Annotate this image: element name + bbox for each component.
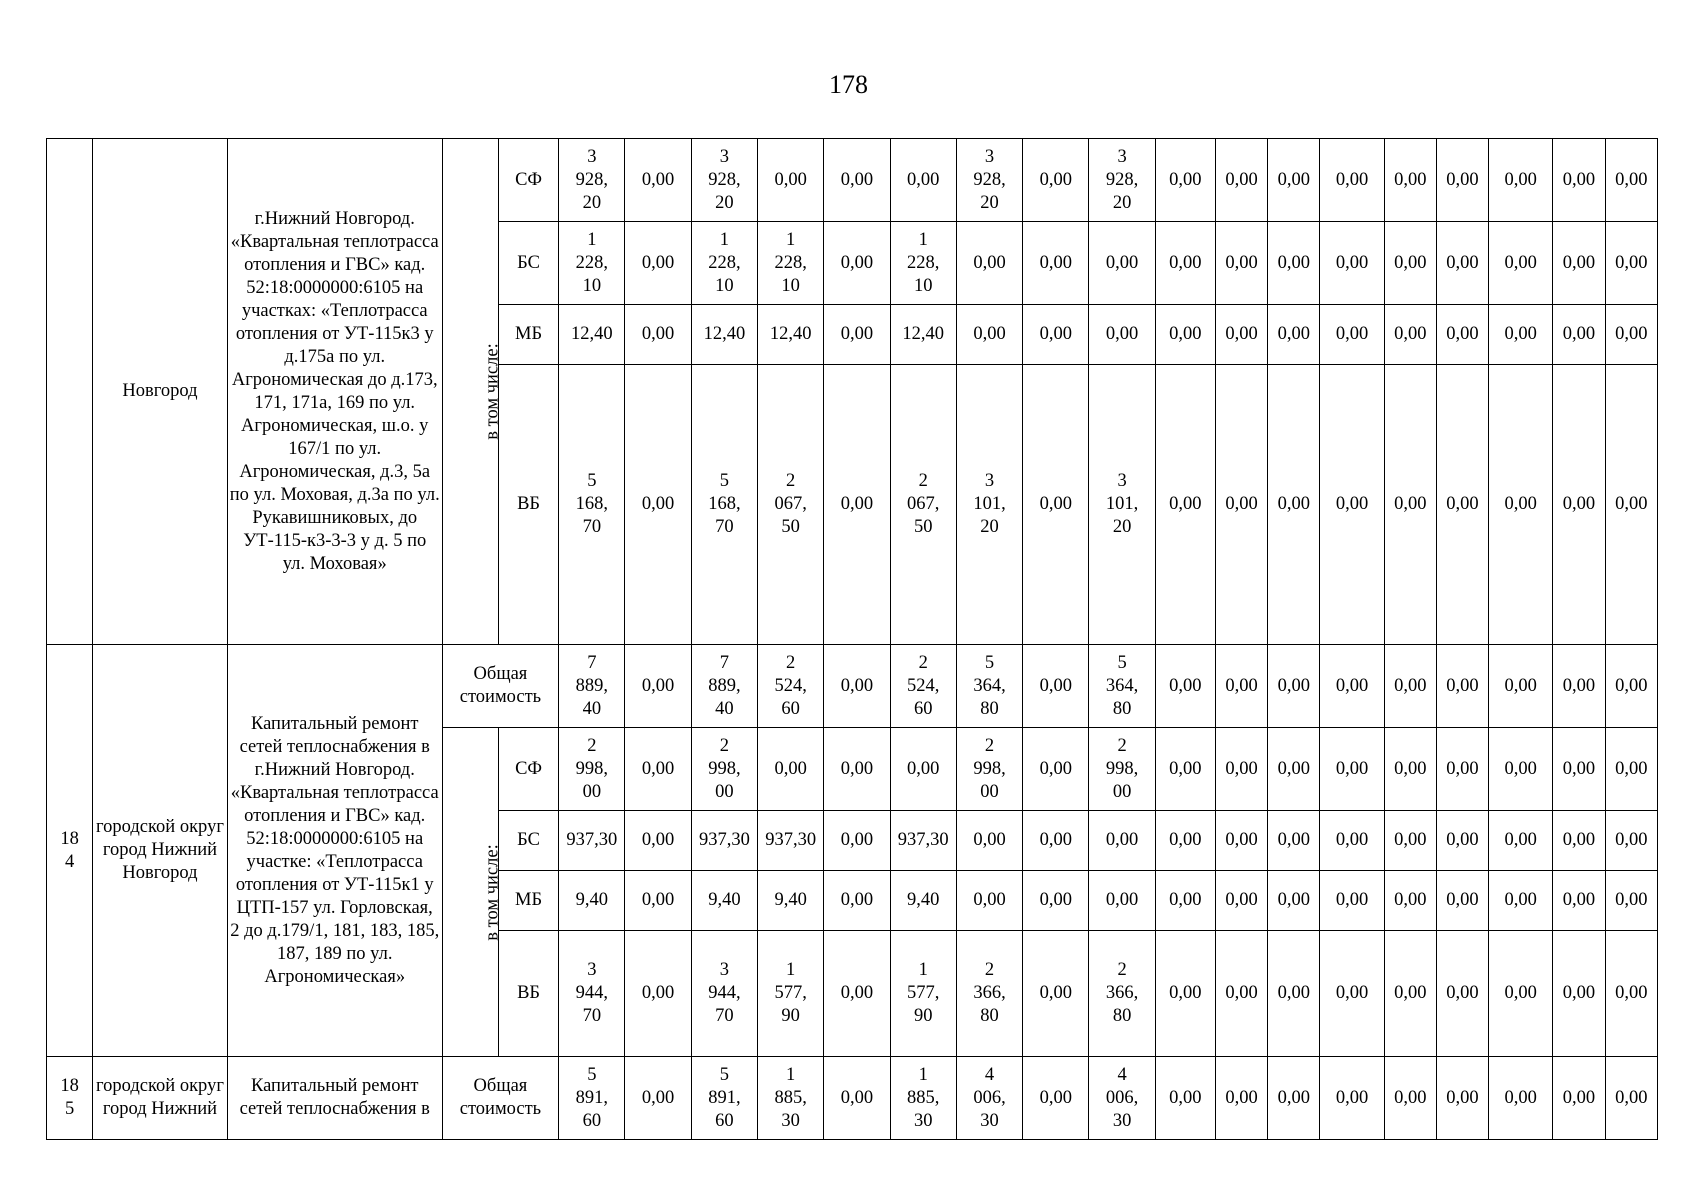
value-cell: 0,00 [1436, 222, 1488, 305]
value-cell: 937,30 [691, 811, 757, 871]
row-number: 18 5 [47, 1057, 93, 1140]
value-cell: 0,00 [758, 139, 824, 222]
value-cell: 0,00 [956, 305, 1022, 365]
value-cell: 0,00 [1268, 931, 1320, 1057]
value-cell: 0,00 [1436, 1057, 1488, 1140]
value-cell: 0,00 [890, 139, 956, 222]
including-label-text: в том числе: [482, 343, 503, 440]
value-cell: 0,00 [1384, 222, 1436, 305]
value-cell: 0,00 [625, 365, 691, 645]
object-description: г.Нижний Новгород. «Квартальная теплотрасса отопления и ГВС» кад. 52:18:0000000:6105 на участках: «Теплотрасса отопления от УТ-115к3 у д.175а по ул. Агрономическая до д.173, 171, 171а, 169 по ул. Агрономическая, ш.о. у 167/1 по ул. Агрономическая, д.3, 5а по ул. Моховая, д.3а по ул. Рукавишниковых, до УТ-115-к3-3-3 у д. 5 по ул. Моховая» [227, 139, 442, 645]
funding-source-label: БС [498, 222, 558, 305]
value-cell: 3 928, 20 [956, 139, 1022, 222]
value-cell: 3 101, 20 [1089, 365, 1155, 645]
value-cell: 0,00 [1489, 1057, 1553, 1140]
value-cell: 0,00 [1215, 645, 1267, 728]
value-cell: 0,00 [625, 1057, 691, 1140]
value-cell: 0,00 [1489, 871, 1553, 931]
value-cell: 0,00 [1436, 871, 1488, 931]
funding-source-label: БС [498, 811, 558, 871]
value-cell: 2 998, 00 [1089, 728, 1155, 811]
value-cell: 0,00 [1215, 1057, 1267, 1140]
value-cell: 0,00 [1320, 871, 1384, 931]
value-cell: 2 998, 00 [691, 728, 757, 811]
value-cell: 0,00 [1089, 811, 1155, 871]
value-cell: 0,00 [1268, 305, 1320, 365]
value-cell: 0,00 [625, 139, 691, 222]
value-cell: 0,00 [1384, 728, 1436, 811]
value-cell: 0,00 [1023, 811, 1089, 871]
value-cell: 3 928, 20 [1089, 139, 1155, 222]
value-cell: 0,00 [1553, 931, 1605, 1057]
value-cell: 3 944, 70 [559, 931, 625, 1057]
value-cell: 1 228, 10 [691, 222, 757, 305]
municipality-cell: городской округ город Нижний Новгород [93, 645, 228, 1057]
value-cell: 937,30 [758, 811, 824, 871]
value-cell: 0,00 [1155, 645, 1215, 728]
including-label [442, 139, 503, 645]
value-cell: 4 006, 30 [956, 1057, 1022, 1140]
value-cell: 5 891, 60 [559, 1057, 625, 1140]
value-cell: 0,00 [1215, 139, 1267, 222]
including-label [442, 728, 503, 1057]
value-cell: 0,00 [1553, 305, 1605, 365]
value-cell: 0,00 [1384, 1057, 1436, 1140]
value-cell: 0,00 [1268, 1057, 1320, 1140]
object-description: Капитальный ремонт сетей теплоснабжения в г.Нижний Новгород. «Квартальная теплотрасса отопления и ГВС» кад. 52:18:0000000:6105 на участке: «Теплотрасса отопления от УТ-115к1 у ЦТП-157 ул. Горловская, 2 до д.179/1, 181, 183, 185, 187, 189 по ул. Агрономическая» [227, 645, 442, 1057]
value-cell: 0,00 [1215, 305, 1267, 365]
value-cell: 0,00 [1605, 645, 1657, 728]
value-cell: 0,00 [1023, 1057, 1089, 1140]
value-cell: 12,40 [559, 305, 625, 365]
funding-source-label: ВБ [498, 931, 558, 1057]
value-cell: 0,00 [1553, 222, 1605, 305]
value-cell: 0,00 [1023, 871, 1089, 931]
value-cell: 0,00 [1553, 871, 1605, 931]
value-cell: 0,00 [824, 305, 890, 365]
value-cell: 0,00 [1155, 811, 1215, 871]
value-cell: 0,00 [1155, 871, 1215, 931]
value-cell: 0,00 [1605, 222, 1657, 305]
object-description: Капитальный ремонт сетей теплоснабжения в [227, 1057, 442, 1140]
value-cell: 0,00 [1320, 305, 1384, 365]
value-cell: 0,00 [956, 222, 1022, 305]
value-cell: 0,00 [824, 365, 890, 645]
value-cell: 9,40 [758, 871, 824, 931]
value-cell: 0,00 [1155, 222, 1215, 305]
total-row [47, 1057, 1658, 1140]
value-cell: 0,00 [1436, 931, 1488, 1057]
value-cell: 0,00 [1320, 1057, 1384, 1140]
value-cell: 0,00 [1489, 222, 1553, 305]
value-cell: 0,00 [956, 871, 1022, 931]
value-cell: 2 067, 50 [890, 365, 956, 645]
value-cell: 0,00 [1023, 305, 1089, 365]
value-cell: 0,00 [1089, 222, 1155, 305]
value-cell: 4 006, 30 [1089, 1057, 1155, 1140]
value-cell: 0,00 [824, 645, 890, 728]
value-cell: 12,40 [890, 305, 956, 365]
value-cell: 0,00 [1553, 1057, 1605, 1140]
value-cell: 0,00 [1489, 305, 1553, 365]
table-body [47, 139, 1658, 1140]
value-cell: 3 928, 20 [559, 139, 625, 222]
value-cell: 0,00 [1215, 728, 1267, 811]
value-cell: 0,00 [1436, 139, 1488, 222]
value-cell: 2 366, 80 [1089, 931, 1155, 1057]
value-cell: 0,00 [824, 931, 890, 1057]
value-cell: 0,00 [1023, 645, 1089, 728]
value-cell: 7 889, 40 [559, 645, 625, 728]
value-cell: 0,00 [1023, 931, 1089, 1057]
value-cell: 0,00 [1489, 811, 1553, 871]
value-cell: 9,40 [691, 871, 757, 931]
value-cell: 3 944, 70 [691, 931, 757, 1057]
value-cell: 9,40 [890, 871, 956, 931]
value-cell: 0,00 [1089, 305, 1155, 365]
value-cell: 0,00 [1155, 728, 1215, 811]
value-cell: 0,00 [1268, 728, 1320, 811]
funding-source-label: МБ [498, 871, 558, 931]
value-cell: 937,30 [890, 811, 956, 871]
municipality-cell: городской округ город Нижний [93, 1057, 228, 1140]
value-cell: 0,00 [1023, 365, 1089, 645]
value-cell: 0,00 [1320, 365, 1384, 645]
value-cell: 0,00 [1155, 1057, 1215, 1140]
value-cell: 0,00 [1605, 728, 1657, 811]
total-cost-label: Общая стоимость [442, 645, 558, 728]
value-cell: 0,00 [1436, 728, 1488, 811]
source-row [47, 139, 1658, 222]
row-number: 18 4 [47, 645, 93, 1057]
value-cell: 1 577, 90 [890, 931, 956, 1057]
value-cell: 5 364, 80 [1089, 645, 1155, 728]
value-cell: 0,00 [1268, 645, 1320, 728]
funding-source-label: МБ [498, 305, 558, 365]
value-cell: 0,00 [1023, 139, 1089, 222]
value-cell: 0,00 [1489, 931, 1553, 1057]
value-cell: 0,00 [1436, 365, 1488, 645]
value-cell: 2 067, 50 [758, 365, 824, 645]
value-cell: 0,00 [1384, 365, 1436, 645]
value-cell: 0,00 [824, 139, 890, 222]
value-cell: 0,00 [824, 222, 890, 305]
value-cell: 0,00 [625, 811, 691, 871]
value-cell: 0,00 [1155, 305, 1215, 365]
funding-source-label: ВБ [498, 365, 558, 645]
row-number [47, 139, 93, 645]
value-cell: 5 891, 60 [691, 1057, 757, 1140]
value-cell: 0,00 [1320, 645, 1384, 728]
value-cell: 0,00 [956, 811, 1022, 871]
total-row [47, 645, 1658, 728]
value-cell: 0,00 [1384, 871, 1436, 931]
value-cell: 0,00 [1089, 871, 1155, 931]
value-cell: 0,00 [824, 871, 890, 931]
value-cell: 0,00 [1320, 811, 1384, 871]
value-cell: 0,00 [1320, 222, 1384, 305]
value-cell: 0,00 [1268, 139, 1320, 222]
value-cell: 0,00 [625, 871, 691, 931]
value-cell: 0,00 [824, 811, 890, 871]
value-cell: 12,40 [758, 305, 824, 365]
value-cell: 0,00 [1320, 139, 1384, 222]
value-cell: 0,00 [1215, 871, 1267, 931]
value-cell: 0,00 [1553, 811, 1605, 871]
value-cell: 0,00 [1268, 365, 1320, 645]
value-cell: 1 885, 30 [890, 1057, 956, 1140]
page-number: 178 [829, 70, 868, 99]
value-cell: 0,00 [1155, 139, 1215, 222]
value-cell: 1 228, 10 [758, 222, 824, 305]
value-cell: 0,00 [1605, 811, 1657, 871]
municipality-cell: Новгород [93, 139, 228, 645]
value-cell: 0,00 [1489, 139, 1553, 222]
value-cell: 0,00 [1215, 222, 1267, 305]
value-cell: 0,00 [1489, 728, 1553, 811]
value-cell: 5 168, 70 [691, 365, 757, 645]
funding-table [46, 138, 1658, 1140]
value-cell: 0,00 [1268, 811, 1320, 871]
value-cell: 0,00 [1320, 728, 1384, 811]
value-cell: 0,00 [1384, 931, 1436, 1057]
value-cell: 2 524, 60 [890, 645, 956, 728]
value-cell: 0,00 [1489, 645, 1553, 728]
value-cell: 0,00 [625, 305, 691, 365]
value-cell: 0,00 [625, 728, 691, 811]
value-cell: 0,00 [1553, 365, 1605, 645]
value-cell: 9,40 [559, 871, 625, 931]
value-cell: 0,00 [1553, 139, 1605, 222]
including-label-text: в том числе: [482, 843, 503, 941]
funding-source-label: СФ [498, 728, 558, 811]
value-cell: 1 228, 10 [559, 222, 625, 305]
value-cell: 3 928, 20 [691, 139, 757, 222]
value-cell: 3 101, 20 [956, 365, 1022, 645]
value-cell: 0,00 [1605, 139, 1657, 222]
value-cell: 0,00 [1553, 728, 1605, 811]
value-cell: 0,00 [1605, 305, 1657, 365]
value-cell: 0,00 [1215, 365, 1267, 645]
value-cell: 7 889, 40 [691, 645, 757, 728]
value-cell: 0,00 [890, 728, 956, 811]
value-cell: 0,00 [625, 222, 691, 305]
value-cell: 0,00 [1384, 305, 1436, 365]
value-cell: 2 366, 80 [956, 931, 1022, 1057]
value-cell: 1 228, 10 [890, 222, 956, 305]
value-cell: 0,00 [1605, 871, 1657, 931]
value-cell: 0,00 [824, 1057, 890, 1140]
value-cell: 0,00 [1215, 811, 1267, 871]
total-cost-label: Общая стоимость [442, 1057, 558, 1140]
funding-source-label: СФ [498, 139, 558, 222]
value-cell: 2 998, 00 [559, 728, 625, 811]
value-cell: 0,00 [1489, 365, 1553, 645]
value-cell: 1 577, 90 [758, 931, 824, 1057]
value-cell: 0,00 [1605, 365, 1657, 645]
value-cell: 937,30 [559, 811, 625, 871]
value-cell: 0,00 [1436, 305, 1488, 365]
value-cell: 0,00 [1384, 139, 1436, 222]
value-cell: 0,00 [1436, 811, 1488, 871]
value-cell: 0,00 [1268, 871, 1320, 931]
value-cell: 0,00 [1553, 645, 1605, 728]
value-cell: 0,00 [1320, 931, 1384, 1057]
value-cell: 0,00 [1436, 645, 1488, 728]
value-cell: 0,00 [1384, 645, 1436, 728]
value-cell: 0,00 [824, 728, 890, 811]
value-cell: 0,00 [1023, 222, 1089, 305]
value-cell: 0,00 [1155, 931, 1215, 1057]
value-cell: 0,00 [1605, 931, 1657, 1057]
value-cell: 0,00 [1155, 365, 1215, 645]
value-cell: 0,00 [1215, 931, 1267, 1057]
value-cell: 0,00 [625, 645, 691, 728]
value-cell: 1 885, 30 [758, 1057, 824, 1140]
value-cell: 5 168, 70 [559, 365, 625, 645]
value-cell: 0,00 [1023, 728, 1089, 811]
value-cell: 0,00 [1268, 222, 1320, 305]
value-cell: 5 364, 80 [956, 645, 1022, 728]
value-cell: 0,00 [1384, 811, 1436, 871]
value-cell: 2 998, 00 [956, 728, 1022, 811]
value-cell: 12,40 [691, 305, 757, 365]
value-cell: 0,00 [625, 931, 691, 1057]
value-cell: 0,00 [758, 728, 824, 811]
value-cell: 0,00 [1605, 1057, 1657, 1140]
value-cell: 2 524, 60 [758, 645, 824, 728]
